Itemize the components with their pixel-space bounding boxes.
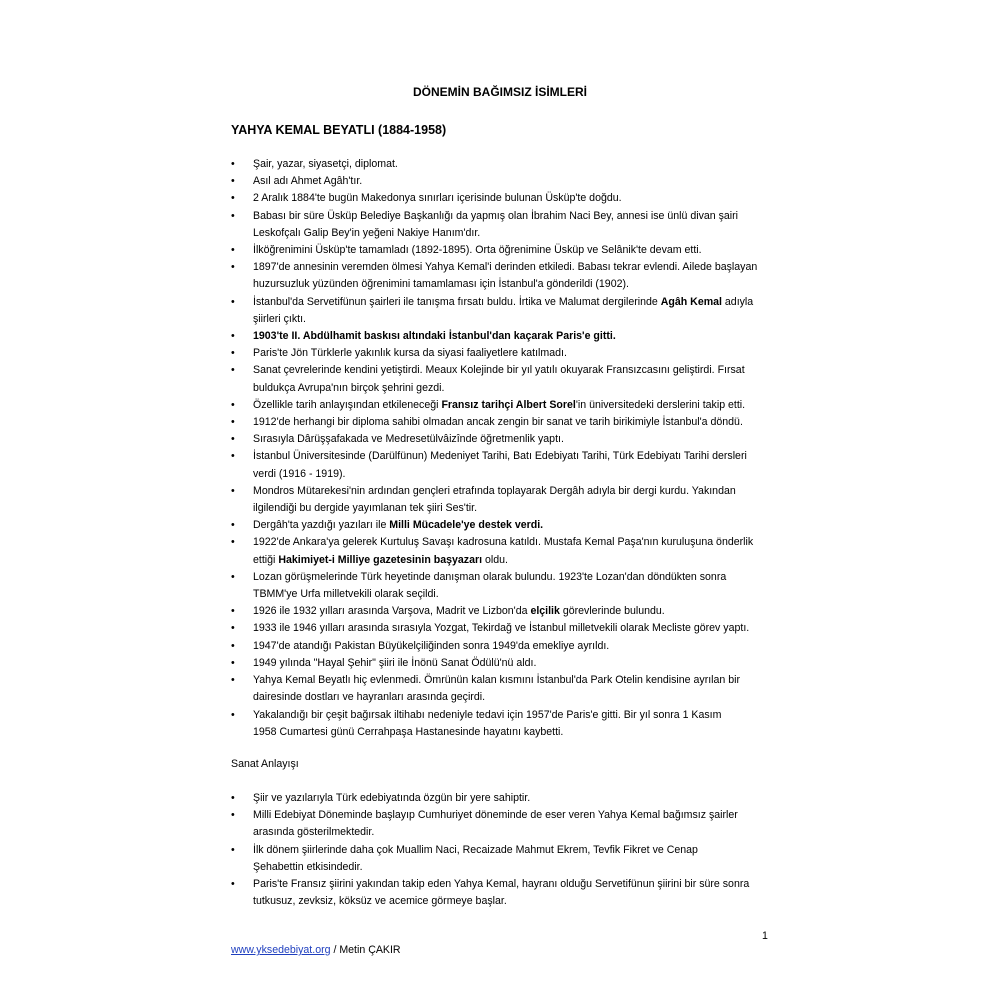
- list-item-continuation: [231, 552, 776, 569]
- list-item: [231, 259, 776, 276]
- list-item: [231, 294, 776, 311]
- text-run: dairesinde dostları ve hayranları arasında geçirdi.: [253, 691, 486, 704]
- text-run: Yahya Kemal Beyatlı hiç evlenmedi. Ömrünün kalan kısmını İstanbul'da Park Otelin kendisine ayrılan bir: [253, 674, 741, 687]
- text-run: huzursuzluk yüzünden öğrenimini tamamlaması için İstanbul'a gönderildi (1902).: [253, 278, 629, 291]
- art-section-heading: Sanat Anlayışı: [231, 758, 299, 770]
- text-run: buldukça Avrupa'nın birçok şehrini gezdi.: [253, 381, 445, 394]
- footer: [231, 944, 401, 956]
- list-item: [231, 431, 776, 448]
- text-run: Sanat çevrelerinde kendini yetiştirdi. Meaux Kolejinde bir yıl yatılı okuyarak Fransızcasını geliştirdi. Fırsat: [253, 364, 745, 377]
- list-item: [231, 655, 776, 672]
- list-item-continuation: [231, 859, 776, 876]
- text-run: 2 Aralık 1884'te bugün Makedonya sınırları içerisinde bulunan Üsküp'te doğdu.: [253, 192, 622, 205]
- text-run: 'in üniversitedeki derslerini takip etti.: [575, 398, 746, 411]
- footer-author: / Metin ÇAKIR: [330, 944, 401, 956]
- list-item: [231, 790, 776, 807]
- text-run: Asıl adı Ahmet Agâh'tır.: [253, 175, 363, 188]
- list-item: [231, 345, 776, 362]
- page-title: DÖNEMİN BAĞIMSIZ İSİMLERİ: [413, 85, 587, 99]
- bold-text: Fransız tarihçi Albert Sorel: [441, 398, 576, 411]
- list-item-continuation: [231, 724, 776, 741]
- list-item: [231, 156, 776, 173]
- text-run: 1897'de annesinin veremden ölmesi Yahya Kemal'i derinden etkiledi. Babası tekrar evlendi. Ailede başlayan: [253, 261, 758, 274]
- text-run: oldu.: [482, 553, 508, 566]
- text-run: adıyla: [721, 295, 754, 308]
- text-run: şiirleri çıktı.: [253, 312, 306, 325]
- text-run: ilgilendiği bu dergide yayımlanan tek şiiri Ses'tir.: [253, 502, 478, 515]
- text-run: görevlerinde bulundu.: [559, 605, 665, 618]
- list-item-continuation: [231, 500, 776, 517]
- text-run: arasında gösterilmektedir.: [253, 826, 375, 839]
- text-run: Mondros Mütarekesi'nin ardından gençleri etrafında toplayarak Dergâh adıyla bir dergi kurdu. Yakından: [253, 484, 736, 497]
- text-run: 1926 ile 1932 yılları arasında Varşova, Madrit ve Lizbon'da: [253, 605, 531, 618]
- list-item: [231, 328, 776, 345]
- text-run: Yakalandığı bir çeşit bağırsak iltihabı nedeniyle tedavi için 1957'de Paris'e gitti. Bir yıl sonra 1 Kasım: [253, 708, 722, 721]
- text-run: İlk dönem şiirlerinde daha çok Muallim Naci, Recaizade Mahmut Ekrem, Tevfik Fikret ve Cenap: [253, 843, 698, 856]
- list-item-continuation: [231, 225, 776, 242]
- list-item-continuation: [231, 466, 776, 483]
- text-run: İstanbul'da Servetifünun şairleri ile tanışma fırsatı buldu. İrtika ve Malumat dergilerinde: [253, 295, 661, 308]
- biography-list: [231, 156, 776, 741]
- list-item-continuation: [231, 276, 776, 293]
- section-heading-yahya-kemal: YAHYA KEMAL BEYATLI (1884-1958): [231, 123, 447, 137]
- list-item-continuation: [231, 380, 776, 397]
- list-item: [231, 242, 776, 259]
- list-item: [231, 638, 776, 655]
- list-item: [231, 707, 776, 724]
- text-run: TBMM'ye Urfa milletvekili olarak seçildi.: [253, 588, 439, 601]
- text-run: ettiği: [253, 553, 279, 566]
- bold-text: Agâh Kemal: [660, 295, 722, 308]
- list-item-continuation: [231, 893, 776, 910]
- text-run: Paris'te Jön Türklerle yakınlık kursa da siyasi faaliyetlere katılmadı.: [253, 347, 567, 360]
- text-run: 1949 yılında "Hayal Şehir" şiiri ile İnönü Sanat Ödülü'nü aldı.: [253, 656, 537, 669]
- list-item: [231, 603, 776, 620]
- page-number: 1: [762, 930, 768, 942]
- list-item: [231, 876, 776, 893]
- bold-text: Milli Mücadele'ye destek verdi.: [389, 519, 544, 532]
- text-run: Şiir ve yazılarıyla Türk edebiyatında özgün bir yere sahiptir.: [253, 792, 531, 804]
- text-run: 1958 Cumartesi günü Cerrahpaşa Hastanesinde hayatını kaybetti.: [253, 725, 564, 738]
- list-item-continuation: [231, 311, 776, 328]
- text-run: Şair, yazar, siyasetçi, diplomat.: [253, 158, 398, 170]
- text-run: Babası bir süre Üsküp Belediye Başkanlığı da yapmış olan İbrahim Naci Bey, annesi ise ünlü divan şairi: [253, 209, 739, 222]
- bold-text: Hakimiyet-i Milliye gazetesinin başyazarı: [278, 553, 483, 566]
- bold-text: 1903'te II. Abdülhamit baskısı altındaki İstanbul'dan kaçarak Paris'e gitti.: [253, 330, 616, 343]
- list-item: [231, 173, 776, 190]
- list-item: [231, 569, 776, 586]
- text-run: tutkusuz, zevksiz, köksüz ve acemice görmeye başlar.: [253, 895, 507, 908]
- text-run: Paris'te Fransız şiirini yakından takip eden Yahya Kemal, hayranı olduğu Servetifünun şiirini bir süre sonra: [253, 878, 750, 891]
- list-item-continuation: [231, 824, 776, 841]
- list-item-continuation: [231, 586, 776, 603]
- text-run: Şehabettin etkisindedir.: [253, 860, 363, 873]
- list-item: [231, 190, 776, 207]
- text-run: 1922'de Ankara'ya gelerek Kurtuluş Savaşı kadrosuna katıldı. Mustafa Kemal Paşa'nın kuruluşuna önderlik: [253, 536, 754, 549]
- list-item: [231, 620, 776, 637]
- list-item: [231, 414, 776, 431]
- art-understanding-list: [231, 790, 776, 910]
- text-run: İlköğrenimini Üsküp'te tamamladı (1892-1895). Orta öğrenimine Üsküp ve Selânik'te devam etti.: [253, 244, 702, 257]
- list-item: [231, 448, 776, 465]
- text-run: Dergâh'ta yazdığı yazıları ile: [253, 519, 390, 532]
- text-run: 1933 ile 1946 yılları arasında sırasıyla Yozgat, Tekirdağ ve İstanbul milletvekili olarak Mecliste görev yaptı.: [253, 622, 750, 635]
- text-run: İstanbul Üniversitesinde (Darülfünun) Medeniyet Tarihi, Batı Edebiyatı Tarihi, Türk Edebiyatı Tarihi dersleri: [253, 450, 747, 463]
- text-run: Leskofçalı Galip Bey'in yeğeni Nakiye Hanım'dır.: [253, 226, 481, 239]
- list-item-continuation: [231, 689, 776, 706]
- text-run: Özellikle tarih anlayışından etkileneceği: [253, 398, 442, 411]
- list-item: [231, 362, 776, 379]
- text-run: Lozan görüşmelerinde Türk heyetinde danışman olarak bulundu. 1923'te Lozan'dan döndükten sonra: [253, 570, 727, 583]
- footer-website-link[interactable]: www.yksedebiyat.org: [231, 944, 331, 956]
- text-run: 1912'de herhangi bir diploma sahibi olmadan ancak zengin bir sanat ve tarih birikimiyle İstanbul'a döndü.: [253, 416, 743, 429]
- list-item: [231, 517, 776, 534]
- list-item: [231, 807, 776, 824]
- list-item: [231, 483, 776, 500]
- text-run: Sırasıyla Dârüşşafakada ve Medresetülvâizînde öğretmenlik yaptı.: [253, 433, 564, 446]
- list-item: [231, 208, 776, 225]
- list-item: [231, 534, 776, 551]
- bold-text: elçilik: [530, 605, 560, 618]
- list-item: [231, 842, 776, 859]
- list-item: [231, 397, 776, 414]
- list-item: [231, 672, 776, 689]
- text-run: Milli Edebiyat Döneminde başlayıp Cumhuriyet döneminde de eser veren Yahya Kemal bağımsız şairler: [253, 809, 738, 822]
- text-run: verdi (1916 - 1919).: [253, 467, 346, 480]
- text-run: 1947'de atandığı Pakistan Büyükelçiliğinden sonra 1949'da emekliye ayrıldı.: [253, 639, 610, 652]
